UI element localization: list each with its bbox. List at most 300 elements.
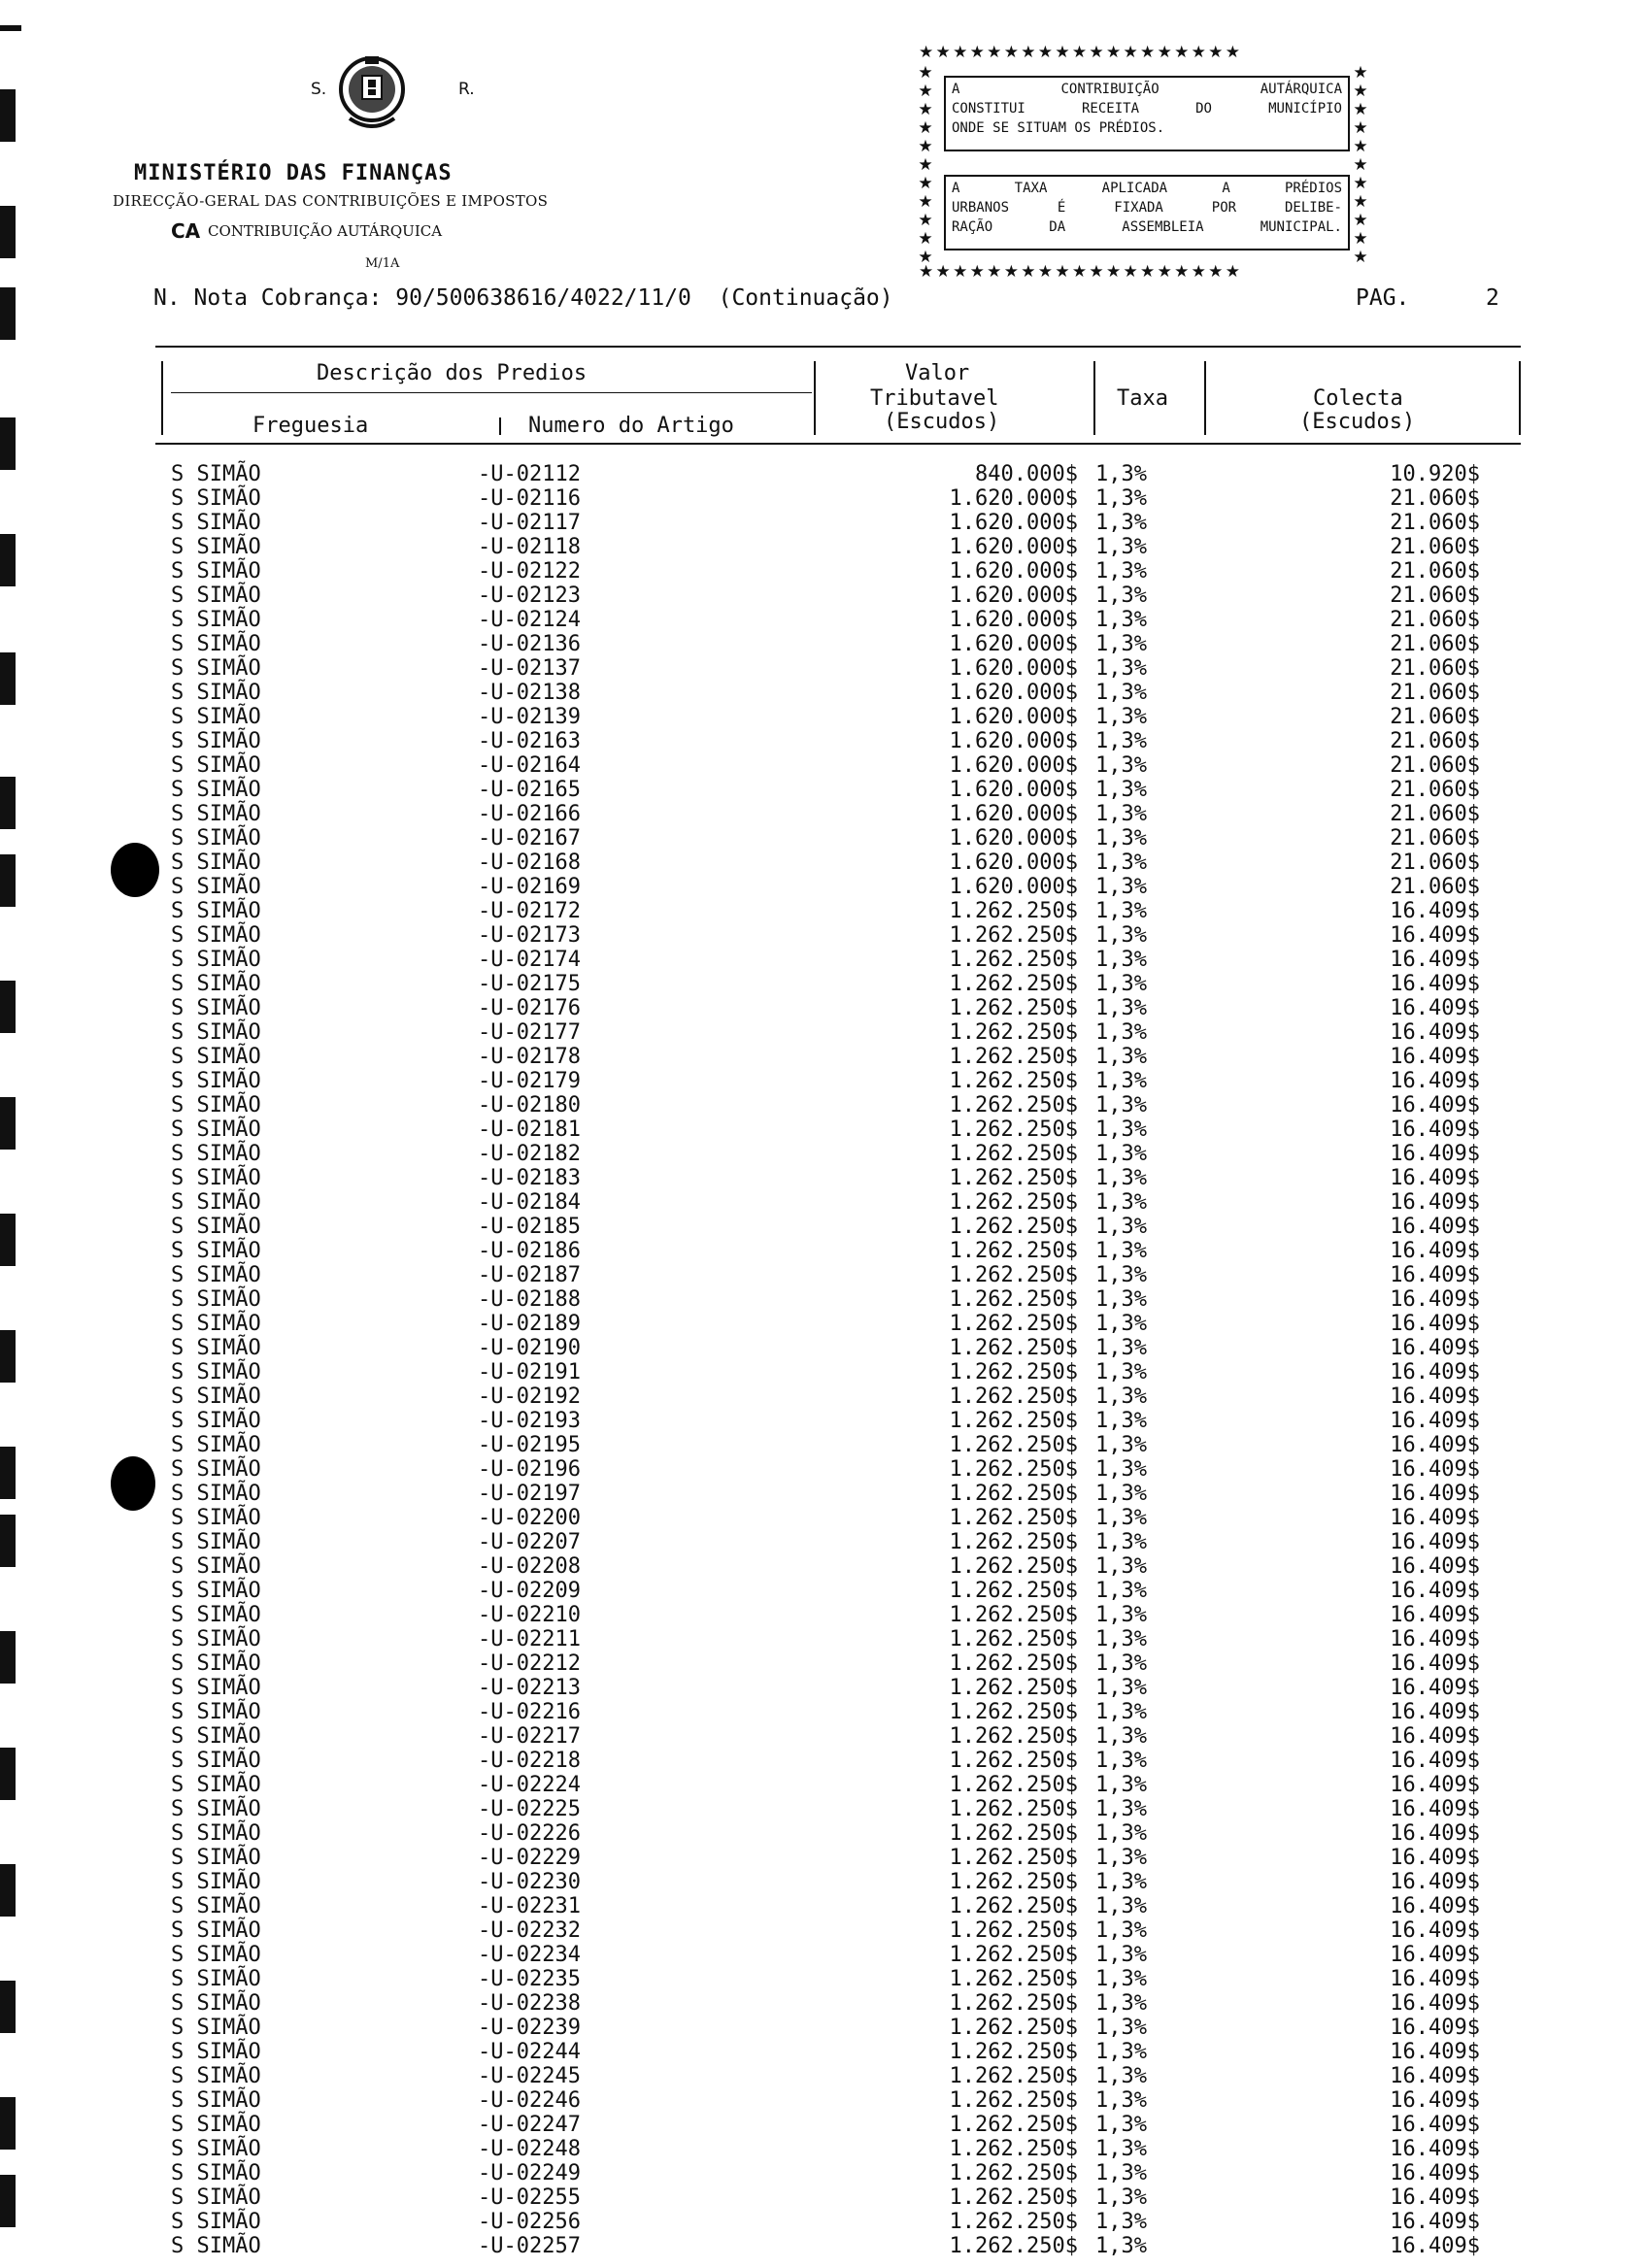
cell-colecta: 16.409$ — [1390, 1554, 1480, 1579]
cell-taxa: 1,3% — [1095, 1215, 1147, 1239]
cell-freguesia: S SIMÃO — [171, 2161, 261, 2185]
table-row — [0, 1724, 1647, 1749]
cell-valor: 1.262.250$ — [949, 1457, 1078, 1482]
cell-valor: 1.262.250$ — [949, 1069, 1078, 1093]
col-divider — [1093, 361, 1095, 435]
cell-artigo: -U-02191 — [478, 1360, 581, 1384]
cell-valor: 1.620.000$ — [949, 802, 1078, 826]
cell-colecta: 16.409$ — [1390, 1821, 1480, 1846]
cell-taxa: 1,3% — [1095, 656, 1147, 681]
cell-valor: 1.620.000$ — [949, 729, 1078, 753]
cell-taxa: 1,3% — [1095, 2040, 1147, 2064]
cell-colecta: 16.409$ — [1390, 1312, 1480, 1336]
cell-colecta: 16.409$ — [1390, 1336, 1480, 1360]
cell-colecta: 16.409$ — [1390, 1506, 1480, 1530]
cell-freguesia: S SIMÃO — [171, 1069, 261, 1093]
star-border-right: ★ ★ ★ ★ ★ ★ ★ ★ ★ ★ ★ — [1353, 63, 1368, 267]
table-row — [0, 850, 1647, 875]
cell-colecta: 16.409$ — [1390, 1530, 1480, 1554]
cell-freguesia: S SIMÃO — [171, 1676, 261, 1700]
cell-artigo: -U-02249 — [478, 2161, 581, 2185]
cell-colecta: 16.409$ — [1390, 1457, 1480, 1482]
cell-valor: 1.262.250$ — [949, 1846, 1078, 1870]
cell-freguesia: S SIMÃO — [171, 462, 261, 486]
table-row — [0, 2088, 1647, 2113]
cell-artigo: -U-02256 — [478, 2210, 581, 2234]
cell-freguesia: S SIMÃO — [171, 1190, 261, 1215]
cell-colecta: 16.409$ — [1390, 1093, 1480, 1117]
cell-artigo: -U-02190 — [478, 1336, 581, 1360]
cell-artigo: -U-02245 — [478, 2064, 581, 2088]
cell-taxa: 1,3% — [1095, 1676, 1147, 1700]
nota-number: 90/500638616/4022/11/0 — [395, 285, 691, 311]
table-row — [0, 1797, 1647, 1821]
cell-colecta: 21.060$ — [1390, 559, 1480, 584]
cell-freguesia: S SIMÃO — [171, 608, 261, 632]
cell-freguesia: S SIMÃO — [171, 899, 261, 923]
cell-taxa: 1,3% — [1095, 511, 1147, 535]
cell-valor: 1.262.250$ — [949, 1700, 1078, 1724]
table-row — [0, 826, 1647, 850]
table-row — [0, 1336, 1647, 1360]
cell-taxa: 1,3% — [1095, 2113, 1147, 2137]
cell-taxa: 1,3% — [1095, 1530, 1147, 1554]
cell-freguesia: S SIMÃO — [171, 2137, 261, 2161]
notice-taxa — [944, 175, 1350, 250]
cell-freguesia: S SIMÃO — [171, 1142, 261, 1166]
cell-colecta: 16.409$ — [1390, 1166, 1480, 1190]
cell-artigo: -U-02117 — [478, 511, 581, 535]
cell-taxa: 1,3% — [1095, 705, 1147, 729]
table-row — [0, 1020, 1647, 1045]
cell-taxa: 1,3% — [1095, 1482, 1147, 1506]
table-row — [0, 2113, 1647, 2137]
table-row — [0, 656, 1647, 681]
cell-taxa: 1,3% — [1095, 1360, 1147, 1384]
cell-artigo: -U-02184 — [478, 1190, 581, 1215]
cell-valor: 1.262.250$ — [949, 1797, 1078, 1821]
cell-colecta: 16.409$ — [1390, 1724, 1480, 1749]
cell-taxa: 1,3% — [1095, 1846, 1147, 1870]
cell-valor: 1.262.250$ — [949, 1918, 1078, 1943]
cell-artigo: -U-02166 — [478, 802, 581, 826]
cell-colecta: 16.409$ — [1390, 1700, 1480, 1724]
cell-colecta: 16.409$ — [1390, 2113, 1480, 2137]
cell-colecta: 16.409$ — [1390, 1676, 1480, 1700]
cell-colecta: 16.409$ — [1390, 1579, 1480, 1603]
table-row — [0, 1409, 1647, 1433]
star-border-left: ★ ★ ★ ★ ★ ★ ★ ★ ★ ★ ★ — [918, 63, 933, 267]
table-row — [0, 996, 1647, 1020]
cell-freguesia: S SIMÃO — [171, 1579, 261, 1603]
table-row — [0, 1384, 1647, 1409]
cell-artigo: -U-02208 — [478, 1554, 581, 1579]
r-letter: R. — [458, 80, 475, 99]
cell-artigo: -U-02239 — [478, 2016, 581, 2040]
table-row — [0, 1506, 1647, 1530]
table-row — [0, 1651, 1647, 1676]
cell-colecta: 21.060$ — [1390, 486, 1480, 511]
cell-artigo: -U-02229 — [478, 1846, 581, 1870]
cell-freguesia: S SIMÃO — [171, 1749, 261, 1773]
cell-colecta: 16.409$ — [1390, 1846, 1480, 1870]
cell-taxa: 1,3% — [1095, 1894, 1147, 1918]
cell-taxa: 1,3% — [1095, 608, 1147, 632]
table-row — [0, 1142, 1647, 1166]
table-row — [0, 1627, 1647, 1651]
cell-colecta: 16.409$ — [1390, 2016, 1480, 2040]
table-row — [0, 2185, 1647, 2210]
cell-colecta: 16.409$ — [1390, 1943, 1480, 1967]
cell-freguesia: S SIMÃO — [171, 1554, 261, 1579]
cell-taxa: 1,3% — [1095, 1312, 1147, 1336]
cell-taxa: 1,3% — [1095, 1821, 1147, 1846]
cell-taxa: 1,3% — [1095, 729, 1147, 753]
cell-artigo: -U-02210 — [478, 1603, 581, 1627]
cell-freguesia: S SIMÃO — [171, 802, 261, 826]
margin-mark — [0, 89, 16, 142]
cell-taxa: 1,3% — [1095, 2016, 1147, 2040]
margin-mark — [0, 206, 16, 258]
cell-freguesia: S SIMÃO — [171, 1263, 261, 1287]
cell-freguesia: S SIMÃO — [171, 1287, 261, 1312]
cell-artigo: -U-02244 — [478, 2040, 581, 2064]
cell-freguesia: S SIMÃO — [171, 2113, 261, 2137]
cell-colecta: 16.409$ — [1390, 1287, 1480, 1312]
cell-colecta: 16.409$ — [1390, 2161, 1480, 2185]
cell-valor: 1.262.250$ — [949, 1967, 1078, 1991]
table-row — [0, 1093, 1647, 1117]
cell-taxa: 1,3% — [1095, 1991, 1147, 2016]
cell-colecta: 21.060$ — [1390, 608, 1480, 632]
cell-taxa: 1,3% — [1095, 923, 1147, 948]
notice-line: A TAXA APLICADA A PRÉDIOS — [952, 181, 1342, 196]
table-row — [0, 1579, 1647, 1603]
cell-valor: 1.620.000$ — [949, 535, 1078, 559]
cell-valor: 1.262.250$ — [949, 1166, 1078, 1190]
table-row — [0, 1263, 1647, 1287]
table-row — [0, 2210, 1647, 2234]
notice-line: A CONTRIBUIÇÃO AUTÁRQUICA — [952, 82, 1342, 97]
cell-valor: 1.262.250$ — [949, 2016, 1078, 2040]
cell-artigo: -U-02238 — [478, 1991, 581, 2016]
cell-colecta: 16.409$ — [1390, 2064, 1480, 2088]
cell-taxa: 1,3% — [1095, 2137, 1147, 2161]
coat-of-arms-icon — [330, 50, 414, 134]
cell-colecta: 16.409$ — [1390, 1627, 1480, 1651]
table-row — [0, 511, 1647, 535]
cell-artigo: -U-02112 — [478, 462, 581, 486]
cell-valor: 1.620.000$ — [949, 632, 1078, 656]
group-rule — [171, 392, 812, 393]
cell-colecta: 16.409$ — [1390, 1384, 1480, 1409]
cell-freguesia: S SIMÃO — [171, 1239, 261, 1263]
table-row — [0, 2064, 1647, 2088]
cell-taxa: 1,3% — [1095, 2088, 1147, 2113]
cell-taxa: 1,3% — [1095, 753, 1147, 778]
cell-taxa: 1,3% — [1095, 802, 1147, 826]
directorate-title: DIRECÇÃO-GERAL DAS CONTRIBUIÇÕES E IMPOSTOS — [113, 192, 549, 210]
cell-artigo: -U-02224 — [478, 1773, 581, 1797]
cell-artigo: -U-02188 — [478, 1287, 581, 1312]
cell-artigo: -U-02225 — [478, 1797, 581, 1821]
cell-taxa: 1,3% — [1095, 2064, 1147, 2088]
cell-freguesia: S SIMÃO — [171, 559, 261, 584]
cell-artigo: -U-02209 — [478, 1579, 581, 1603]
cell-artigo: -U-02182 — [478, 1142, 581, 1166]
table-row — [0, 2040, 1647, 2064]
cell-artigo: -U-02211 — [478, 1627, 581, 1651]
cell-taxa: 1,3% — [1095, 875, 1147, 899]
cell-colecta: 16.409$ — [1390, 2185, 1480, 2210]
cell-artigo: -U-02169 — [478, 875, 581, 899]
cell-taxa: 1,3% — [1095, 1409, 1147, 1433]
cell-freguesia: S SIMÃO — [171, 2016, 261, 2040]
cell-colecta: 21.060$ — [1390, 656, 1480, 681]
cell-artigo: -U-02136 — [478, 632, 581, 656]
nota-cobranca — [153, 285, 893, 311]
cell-freguesia: S SIMÃO — [171, 1530, 261, 1554]
cell-artigo: -U-02137 — [478, 656, 581, 681]
cell-colecta: 16.409$ — [1390, 1142, 1480, 1166]
cell-colecta: 16.409$ — [1390, 1239, 1480, 1263]
cell-colecta: 16.409$ — [1390, 1360, 1480, 1384]
table-row — [0, 1287, 1647, 1312]
cell-colecta: 16.409$ — [1390, 1482, 1480, 1506]
cell-valor: 1.262.250$ — [949, 1409, 1078, 1433]
cell-taxa: 1,3% — [1095, 1554, 1147, 1579]
col-divider — [814, 361, 816, 435]
table-row — [0, 681, 1647, 705]
cell-freguesia: S SIMÃO — [171, 1312, 261, 1336]
cell-colecta: 16.409$ — [1390, 923, 1480, 948]
cell-artigo: -U-02257 — [478, 2234, 581, 2258]
cell-colecta: 16.409$ — [1390, 2210, 1480, 2234]
cell-freguesia: S SIMÃO — [171, 1700, 261, 1724]
cell-freguesia: S SIMÃO — [171, 1336, 261, 1360]
table-row — [0, 753, 1647, 778]
cell-freguesia: S SIMÃO — [171, 1603, 261, 1627]
table-row — [0, 559, 1647, 584]
cell-artigo: -U-02139 — [478, 705, 581, 729]
table-row — [0, 584, 1647, 608]
cell-freguesia: S SIMÃO — [171, 1117, 261, 1142]
cell-valor: 1.620.000$ — [949, 826, 1078, 850]
cell-valor: 1.262.250$ — [949, 1749, 1078, 1773]
cell-freguesia: S SIMÃO — [171, 972, 261, 996]
table-row — [0, 535, 1647, 559]
cell-valor: 1.262.250$ — [949, 1530, 1078, 1554]
cell-valor: 1.262.250$ — [949, 1336, 1078, 1360]
table-row — [0, 486, 1647, 511]
table-row — [0, 948, 1647, 972]
cell-taxa: 1,3% — [1095, 535, 1147, 559]
table-row — [0, 1870, 1647, 1894]
table-row — [0, 1676, 1647, 1700]
nota-label: N. Nota Cobrança: — [153, 285, 383, 311]
cell-valor: 1.620.000$ — [949, 656, 1078, 681]
notice-receita — [944, 76, 1350, 151]
cell-taxa: 1,3% — [1095, 2185, 1147, 2210]
cell-taxa: 1,3% — [1095, 2210, 1147, 2234]
cell-taxa: 1,3% — [1095, 1724, 1147, 1749]
cell-valor: 1.262.250$ — [949, 1991, 1078, 2016]
cell-colecta: 21.060$ — [1390, 705, 1480, 729]
page-label: PAG. — [1356, 285, 1410, 311]
margin-mark — [0, 25, 21, 31]
cell-taxa: 1,3% — [1095, 1117, 1147, 1142]
col-header-taxa: Taxa — [1117, 386, 1168, 411]
cell-taxa: 1,3% — [1095, 1142, 1147, 1166]
cell-valor: 1.262.250$ — [949, 1263, 1078, 1287]
cell-colecta: 16.409$ — [1390, 1797, 1480, 1821]
page-number: 2 — [1486, 285, 1499, 311]
cell-valor: 1.620.000$ — [949, 511, 1078, 535]
cell-artigo: -U-02192 — [478, 1384, 581, 1409]
table-row — [0, 1749, 1647, 1773]
cell-freguesia: S SIMÃO — [171, 850, 261, 875]
cell-artigo: -U-02178 — [478, 1045, 581, 1069]
group-header-descricao: Descrição dos Predios — [317, 361, 588, 385]
cell-artigo: -U-02118 — [478, 535, 581, 559]
cell-colecta: 16.409$ — [1390, 1918, 1480, 1943]
table-row — [0, 1433, 1647, 1457]
cell-taxa: 1,3% — [1095, 1433, 1147, 1457]
cell-colecta: 10.920$ — [1390, 462, 1480, 486]
cell-freguesia: S SIMÃO — [171, 632, 261, 656]
cell-taxa: 1,3% — [1095, 1870, 1147, 1894]
cell-taxa: 1,3% — [1095, 1384, 1147, 1409]
cell-taxa: 1,3% — [1095, 850, 1147, 875]
table-row — [0, 802, 1647, 826]
cell-artigo: -U-02164 — [478, 753, 581, 778]
cell-artigo: -U-02195 — [478, 1433, 581, 1457]
cell-valor: 1.262.250$ — [949, 2210, 1078, 2234]
cell-colecta: 16.409$ — [1390, 1263, 1480, 1287]
cell-valor: 1.262.250$ — [949, 899, 1078, 923]
cell-artigo: -U-02213 — [478, 1676, 581, 1700]
cell-colecta: 16.409$ — [1390, 1773, 1480, 1797]
cell-freguesia: S SIMÃO — [171, 729, 261, 753]
cell-colecta: 21.060$ — [1390, 826, 1480, 850]
cell-valor: 1.262.250$ — [949, 1603, 1078, 1627]
cell-taxa: 1,3% — [1095, 1093, 1147, 1117]
cell-taxa: 1,3% — [1095, 1506, 1147, 1530]
cell-artigo: -U-02230 — [478, 1870, 581, 1894]
cell-freguesia: S SIMÃO — [171, 1433, 261, 1457]
cell-taxa: 1,3% — [1095, 1579, 1147, 1603]
cell-freguesia: S SIMÃO — [171, 705, 261, 729]
cell-artigo: -U-02246 — [478, 2088, 581, 2113]
ministry-title: MINISTÉRIO DAS FINANÇAS — [134, 161, 453, 185]
cell-valor: 1.620.000$ — [949, 753, 1078, 778]
col-header-artigo: Numero do Artigo — [528, 414, 734, 438]
cell-taxa: 1,3% — [1095, 2234, 1147, 2258]
table-row — [0, 729, 1647, 753]
cell-artigo: -U-02207 — [478, 1530, 581, 1554]
cell-artigo: -U-02174 — [478, 948, 581, 972]
cell-valor: 1.262.250$ — [949, 2185, 1078, 2210]
tax-name: CONTRIBUIÇÃO AUTÁRQUICA — [208, 222, 443, 240]
cell-freguesia: S SIMÃO — [171, 1384, 261, 1409]
notice-line: ONDE SE SITUAM OS PRÉDIOS. — [952, 120, 1165, 136]
table-row — [0, 1166, 1647, 1190]
cell-artigo: -U-02248 — [478, 2137, 581, 2161]
cell-taxa: 1,3% — [1095, 1166, 1147, 1190]
cell-valor: 1.262.250$ — [949, 2137, 1078, 2161]
cell-colecta: 16.409$ — [1390, 1749, 1480, 1773]
cell-freguesia: S SIMÃO — [171, 1457, 261, 1482]
cell-colecta: 21.060$ — [1390, 632, 1480, 656]
table-row — [0, 1991, 1647, 2016]
cell-valor: 1.262.250$ — [949, 1676, 1078, 1700]
cell-taxa: 1,3% — [1095, 972, 1147, 996]
margin-mark — [0, 287, 16, 340]
col-header-valor-1: Valor — [905, 361, 970, 385]
table-row — [0, 462, 1647, 486]
cell-colecta: 16.409$ — [1390, 1069, 1480, 1093]
cell-taxa: 1,3% — [1095, 584, 1147, 608]
cell-valor: 1.262.250$ — [949, 1651, 1078, 1676]
table-row — [0, 1603, 1647, 1627]
cell-colecta: 16.409$ — [1390, 1045, 1480, 1069]
cell-colecta: 21.060$ — [1390, 778, 1480, 802]
cell-artigo: -U-02163 — [478, 729, 581, 753]
notice-line: CONSTITUI RECEITA DO MUNICÍPIO — [952, 101, 1342, 117]
ca-logo-icon: CA — [171, 219, 201, 243]
cell-colecta: 16.409$ — [1390, 996, 1480, 1020]
cell-taxa: 1,3% — [1095, 1797, 1147, 1821]
table-row — [0, 875, 1647, 899]
cell-artigo: -U-02232 — [478, 1918, 581, 1943]
cell-freguesia: S SIMÃO — [171, 1943, 261, 1967]
cell-freguesia: S SIMÃO — [171, 1045, 261, 1069]
cell-colecta: 16.409$ — [1390, 2137, 1480, 2161]
cell-valor: 1.262.250$ — [949, 1821, 1078, 1846]
cell-valor: 1.262.250$ — [949, 2234, 1078, 2258]
cell-colecta: 16.409$ — [1390, 2088, 1480, 2113]
cell-artigo: -U-02217 — [478, 1724, 581, 1749]
cell-colecta: 21.060$ — [1390, 802, 1480, 826]
cell-artigo: -U-02234 — [478, 1943, 581, 1967]
cell-freguesia: S SIMÃO — [171, 1797, 261, 1821]
cell-colecta: 16.409$ — [1390, 1870, 1480, 1894]
cell-artigo: -U-02180 — [478, 1093, 581, 1117]
form-model: M/1A — [365, 256, 400, 271]
cell-taxa: 1,3% — [1095, 1918, 1147, 1943]
s-letter: S. — [311, 80, 327, 99]
cell-artigo: -U-02197 — [478, 1482, 581, 1506]
table-row — [0, 1967, 1647, 1991]
cell-colecta: 21.060$ — [1390, 584, 1480, 608]
cell-valor: 840.000$ — [975, 462, 1078, 486]
cell-taxa: 1,3% — [1095, 681, 1147, 705]
cell-taxa: 1,3% — [1095, 2161, 1147, 2185]
table-row — [0, 705, 1647, 729]
table-row — [0, 899, 1647, 923]
cell-freguesia: S SIMÃO — [171, 1724, 261, 1749]
table-row — [0, 923, 1647, 948]
cell-artigo: -U-02255 — [478, 2185, 581, 2210]
cell-taxa: 1,3% — [1095, 486, 1147, 511]
col-header-colecta-2: (Escudos) — [1299, 410, 1416, 434]
table-row — [0, 1215, 1647, 1239]
cell-freguesia: S SIMÃO — [171, 535, 261, 559]
cell-artigo: -U-02247 — [478, 2113, 581, 2137]
cell-valor: 1.620.000$ — [949, 559, 1078, 584]
cell-valor: 1.262.250$ — [949, 1020, 1078, 1045]
cell-freguesia: S SIMÃO — [171, 826, 261, 850]
